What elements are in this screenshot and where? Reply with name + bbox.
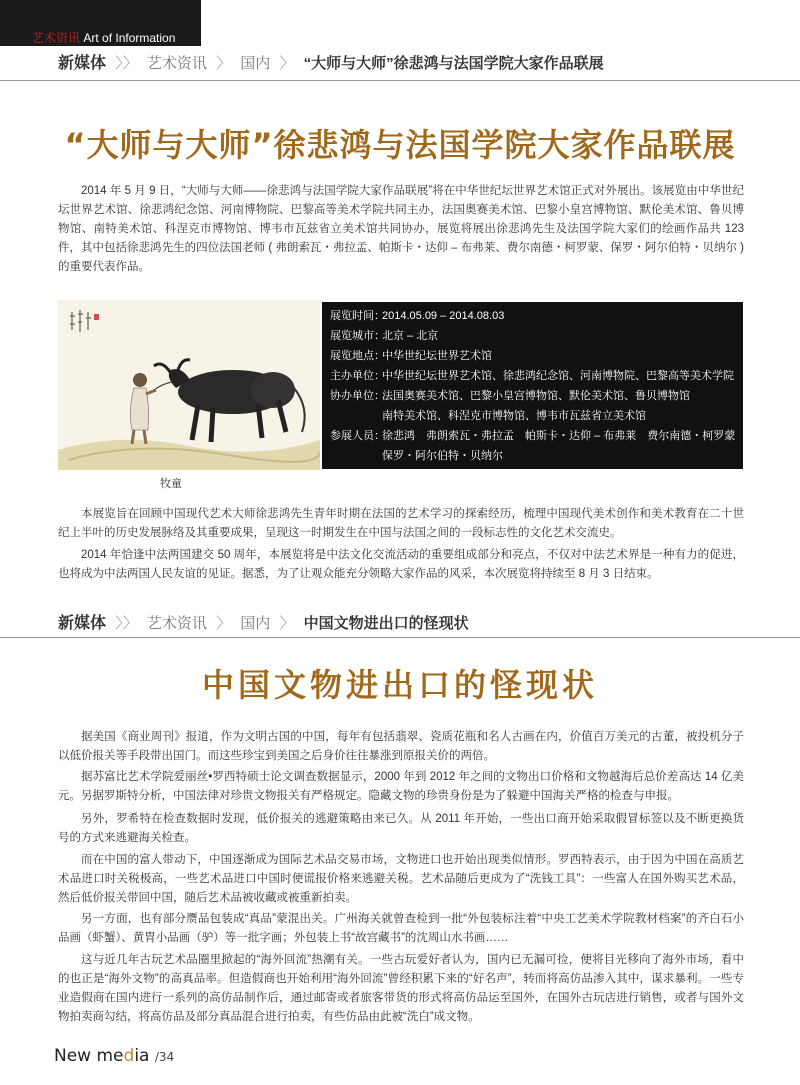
article-paragraph: 据苏富比艺术学院爱丽丝•罗西特硕士论文调查数据显示，2000 年到 2012 年之间的文物出口价格和文物越海后总价差高达 14 亿美元。另据罗斯特分析，中国法律对珍贵文物报关有严格规定。隐藏文物的珍贵身份是为了躲避中国海关严格的检查与申报。: [58, 771, 744, 802]
painting-shepherd-buffalo: [58, 300, 320, 470]
article-paragraph: 本展览旨在回顾中国现代艺术大师徐悲鸿先生青年时期在法国的艺术学习的探索经历，梳理中国现代美术创作和美术教育在二十世纪上半叶的历史发展脉络及其重要成果，呈现这一时期发生在中国与法国之间的一段标志性的文化艺术交流史。: [58, 508, 744, 539]
article-intro: 2014 年 5 月 9 日，“大师与大师——徐悲鸿与法国学院大家作品联展”将在中华世纪坛世界艺术馆正式对外展出。该展览由中华世纪坛世界艺术馆、徐悲鸿纪念馆、河南博物院、巴黎高等美术学院共同主办，法国奥赛美术馆、巴黎小皇宫博物馆、默伦美术馆、鲁贝博物馆、南特美术馆、科涅克市博物馆、博韦市瓦兹省立美术馆共同协办，展览将展出徐悲鸿先生及法国学院大家们的绘画作品共 123 件，其中包括徐悲鸿先生的四位法国老师 ( 弗朗索瓦・弗拉孟、帕斯卡・达仰 – 布弗莱、费尔南德・柯罗蒙、保罗・阿尔伯特・贝纳尔 ) 的重要代表作品。: [58, 185, 744, 273]
info-row-co-organizer-cont: [382, 406, 646, 426]
breadcrumb-item-art-info[interactable]: 艺术资讯: [146, 55, 207, 72]
logo-text: ia: [134, 1046, 150, 1066]
article-paragraph: 另一方面，也有部分赝品包装成“真品”蒙混出关。广州海关就曾查检到一批“外包装标注着“中央工艺美术学院教材档案”的齐白石小品画（虾蟹）、黄胄小品画（驴）等一批字画；外包装上书“故宫藏书”的沈周山水书画……: [58, 913, 744, 944]
info-value: 徐悲鸿 弗朗索瓦・弗拉孟 帕斯卡・达仰 – 布弗莱 费尔南德・柯罗蒙: [382, 430, 736, 442]
info-row-organizer: [330, 366, 734, 386]
breadcrumb-separator: 〉: [216, 55, 232, 72]
logo-accent: d: [123, 1046, 135, 1066]
info-value: 南特美术馆、科涅克市博物馆、博韦市瓦兹省立美术馆: [382, 410, 646, 422]
breadcrumb-current: 中国文物进出口的怪现状: [303, 615, 469, 632]
page-number: /34: [154, 1050, 175, 1064]
info-row-artists: [330, 426, 735, 446]
article-paragraph: 另外，罗希特在检查数据时发现，低价报关的逃避策略由来已久。从 2011 年开始，一些出口商开始采取假冒标签以及不断更换货号的方式来逃避海关检查。: [58, 813, 744, 844]
info-label: 展览时间：: [330, 310, 385, 322]
info-value: 2014.05.09 – 2014.08.03: [382, 310, 505, 322]
breadcrumb-item-art-info[interactable]: 艺术资讯: [146, 615, 207, 632]
breadcrumb-separator: 〉〉: [115, 615, 138, 632]
footer-logo: [54, 1046, 174, 1066]
info-value: 保罗・阿尔伯特・贝纳尔: [382, 450, 503, 462]
logo-text: New me: [54, 1046, 124, 1066]
info-label: 展览地点：: [330, 350, 385, 362]
breadcrumb-separator: 〉: [279, 55, 295, 72]
info-value: 中华世纪坛世界艺术馆: [382, 350, 492, 362]
info-row-venue: [330, 346, 492, 366]
breadcrumb-separator: 〉〉: [115, 55, 138, 72]
info-row-co-organizer: [330, 386, 690, 406]
info-row-artists-cont: [382, 446, 503, 466]
breadcrumb-separator: 〉: [216, 615, 232, 632]
breadcrumb-item-domestic[interactable]: 国内: [240, 615, 271, 632]
info-label: 参展人员：: [330, 430, 385, 442]
article-paragraph: 这与近几年古玩艺术品圈里掀起的“海外回流”热潮有关。一些古玩爱好者认为，国内已无漏可捡，便将目光移向了海外市场，看中的也正是“海外文物”的高真品率。但造假商也开始利用“海外回流”曾经积累下来的“好名声”，转而将高仿品渗入其中，谋求暴利。一些专业造假商在国内进行一系列的高仿品制作后，通过邮寄或者旅客带货的形式将高仿品运至国外，在国外古玩店进行销售，或者与国外文物拍卖商勾结，将高仿品及部分真品混合进行拍卖，有些仿品由此被“洗白”成文物。: [58, 954, 744, 1023]
section-tag-en: Art of Information: [83, 31, 176, 45]
info-row-time: [330, 306, 504, 326]
info-label: 主办单位：: [330, 370, 385, 382]
painting-image: [58, 300, 320, 470]
article-paragraph: 2014 年恰逢中法两国建交 50 周年，本展览将是中法文化交流活动的重要组成部分和亮点，不仅对中法艺术界是一种有力的促进，也将成为中法两国人民友谊的见证。据悉，为了让观众能充分领略大家作品的风采，本次展览将持续至 8 月 3 日结束。: [58, 549, 744, 580]
section-tag-cn: 艺术资讯: [32, 31, 81, 45]
breadcrumb-brand[interactable]: 新媒体: [58, 55, 107, 72]
article-title: “大师与大师”徐悲鸿与法国学院大家作品联展: [64, 126, 736, 164]
breadcrumb: [58, 614, 469, 634]
exhibition-info-box: [322, 302, 743, 469]
breadcrumb-brand[interactable]: 新媒体: [58, 615, 107, 632]
breadcrumb: [58, 54, 604, 74]
article-title: 中国文物进出口的怪现状: [201, 666, 598, 704]
image-caption: 牧童: [160, 478, 182, 490]
divider: [0, 637, 800, 638]
article-paragraph: 据美国《商业周刊》报道，作为文明古国的中国，每年有包括翡翠、瓷质花瓶和名人古画在内，价值百万美元的古董，被投机分子以低价报关等手段带出国门。而这些珍宝到美国之后身价往往暴涨到原报关价的两倍。: [58, 731, 744, 762]
info-label: 展览城市：: [330, 330, 385, 342]
breadcrumb-current: “大师与大师”徐悲鸿与法国学院大家作品联展: [303, 55, 604, 72]
divider: [0, 80, 800, 81]
info-row-city: [330, 326, 438, 346]
article-paragraph: 而在中国的富人带动下，中国逐渐成为国际艺术品交易市场，文物进口也开始出现类似情形。罗西特表示，由于因为中国在高质艺术品进口时关税极高，一些艺术品进口中国时便谎报价格来逃避关税。艺术品随后更成为了“洗钱工具”：一些富人在国外购买艺术品，然后低价报关带回中国，随后艺术品被收藏或被重新拍卖。: [58, 854, 744, 904]
info-label: 协办单位：: [330, 390, 385, 402]
info-value: 北京 – 北京: [382, 330, 439, 342]
section-tag-label: [32, 32, 175, 45]
breadcrumb-separator: 〉: [279, 615, 295, 632]
info-value: 中华世纪坛世界艺术馆、徐悲鸿纪念馆、河南博物院、巴黎高等美术学院: [382, 370, 734, 382]
info-value: 法国奥赛美术馆、巴黎小皇宫博物馆、默伦美术馆、鲁贝博物馆: [382, 390, 690, 402]
breadcrumb-item-domestic[interactable]: 国内: [240, 55, 271, 72]
